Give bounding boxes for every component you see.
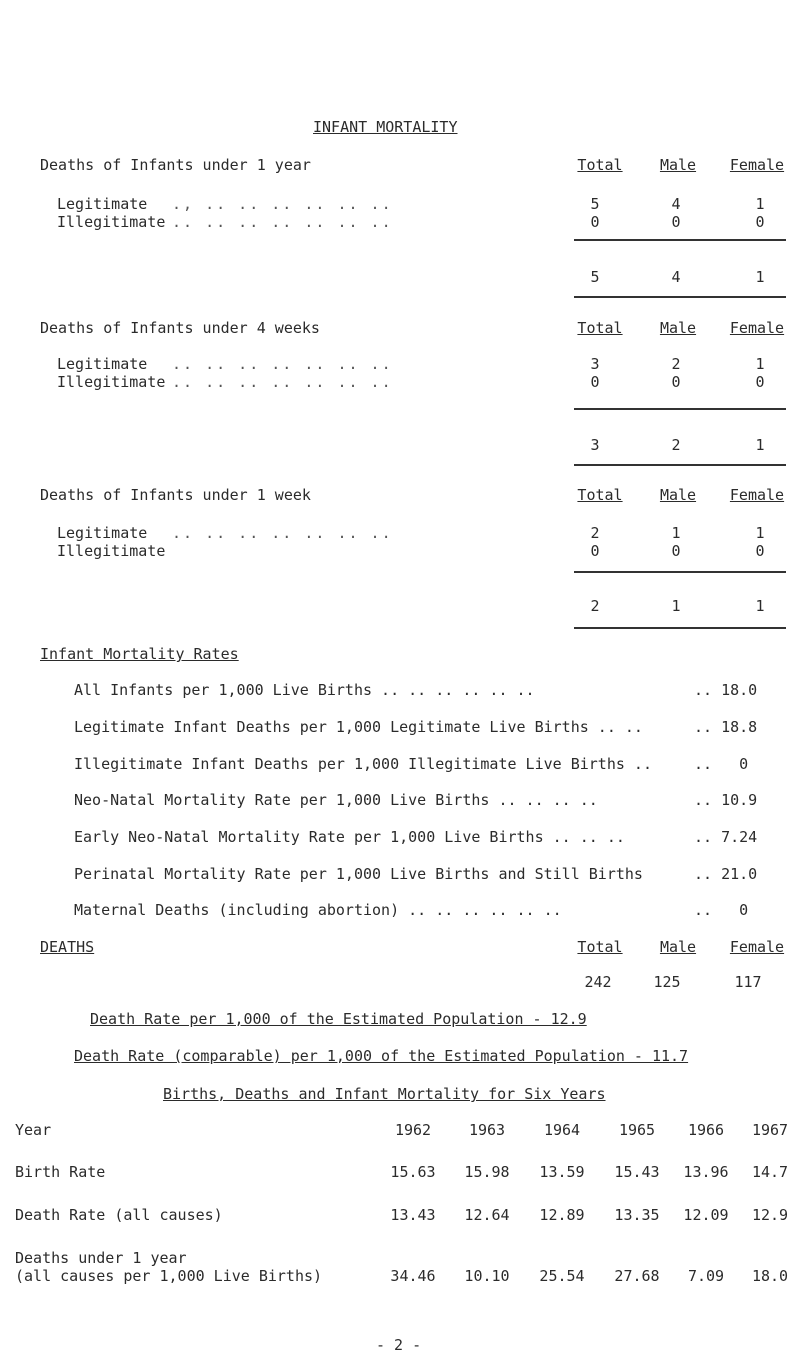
row-label: Illegitimate — [57, 542, 166, 560]
sum-total: 2 — [590, 597, 600, 615]
section-heading-1-week: Deaths of Infants under 1 week — [40, 486, 311, 504]
cell-female: 1 — [755, 524, 765, 542]
page-number: - 2 - — [376, 1336, 422, 1354]
sum-male: 4 — [671, 268, 681, 286]
leader-dots: .. .. .. .. .. .. .. — [172, 524, 393, 542]
section-heading-1-year: Deaths of Infants under 1 year — [40, 156, 311, 174]
cell-total: 0 — [590, 542, 600, 560]
rate-value: .. 10.9 — [694, 791, 758, 809]
six-years-cell: 13.35 — [614, 1206, 660, 1224]
rate-label: Illegitimate Infant Deaths per 1,000 Illegitimate Live Births .. — [74, 755, 652, 773]
col-male: Male — [659, 156, 697, 174]
six-years-cell: 10.10 — [464, 1267, 510, 1285]
rate-value: .. 18.0 — [694, 681, 758, 699]
col-female: Female — [729, 319, 785, 337]
cell-male: 0 — [671, 542, 681, 560]
six-years-row-label-2: (all causes per 1,000 Live Births) — [15, 1267, 323, 1285]
cell-female: 1 — [755, 355, 765, 373]
rate-value: .. 7.24 — [694, 828, 758, 846]
year-header: 1966 — [687, 1121, 725, 1139]
cell-female: 0 — [755, 373, 765, 391]
col-male: Male — [659, 319, 697, 337]
section-heading-4-weeks: Deaths of Infants under 4 weeks — [40, 319, 320, 337]
deaths-male: 125 — [653, 973, 681, 991]
sum-total: 3 — [590, 436, 600, 454]
six-years-cell: 13.96 — [683, 1163, 729, 1181]
deaths-total: 242 — [584, 973, 612, 991]
cell-male: 2 — [671, 355, 681, 373]
col-female: Female — [729, 938, 785, 956]
cell-female: 0 — [755, 213, 765, 231]
row-label: Legitimate — [57, 524, 148, 542]
death-rate-comparable-line: Death Rate (comparable) per 1,000 of the Estimated Population - 11.7 — [74, 1047, 689, 1065]
year-label: Year — [15, 1121, 52, 1139]
cell-female: 1 — [755, 195, 765, 213]
rate-label: All Infants per 1,000 Live Births .. .. .. .. .. .. — [74, 681, 535, 699]
year-header: 1962 — [394, 1121, 432, 1139]
six-years-cell: 12.64 — [464, 1206, 510, 1224]
divider — [574, 627, 786, 629]
six-years-cell: 18.0 — [751, 1267, 789, 1285]
six-years-cell: 25.54 — [539, 1267, 585, 1285]
cell-total: 2 — [590, 524, 600, 542]
divider — [574, 464, 786, 466]
rate-label: Maternal Deaths (including abortion) .. .. .. .. .. .. — [74, 901, 562, 919]
leader-dots: .. .. .. .. .. .. .. — [172, 373, 393, 391]
col-total: Total — [577, 156, 623, 174]
six-years-cell: 34.46 — [390, 1267, 436, 1285]
col-female: Female — [729, 156, 785, 174]
leader-dots: .. .. .. .. .. .. .. — [172, 213, 393, 231]
cell-male: 0 — [671, 373, 681, 391]
six-years-cell: 15.98 — [464, 1163, 510, 1181]
divider — [574, 571, 786, 573]
row-label: Legitimate — [57, 355, 148, 373]
divider — [574, 296, 786, 298]
leader-dots: ., .. .. .. .. .. .. — [172, 195, 393, 213]
divider — [574, 239, 786, 241]
col-female: Female — [729, 486, 785, 504]
sum-female: 1 — [755, 597, 765, 615]
six-years-cell: 12.09 — [683, 1206, 729, 1224]
sum-male: 1 — [671, 597, 681, 615]
death-rate-line: Death Rate per 1,000 of the Estimated Population - 12.9 — [90, 1010, 587, 1028]
col-total: Total — [577, 938, 623, 956]
cell-total: 0 — [590, 373, 600, 391]
col-male: Male — [659, 486, 697, 504]
cell-total: 3 — [590, 355, 600, 373]
rate-label: Neo-Natal Mortality Rate per 1,000 Live Births .. .. .. .. — [74, 791, 598, 809]
cell-female: 0 — [755, 542, 765, 560]
sum-total: 5 — [590, 268, 600, 286]
rate-label: Early Neo-Natal Mortality Rate per 1,000 Live Births .. .. .. — [74, 828, 625, 846]
cell-male: 1 — [671, 524, 681, 542]
row-label: Legitimate — [57, 195, 148, 213]
year-header: 1965 — [618, 1121, 656, 1139]
year-header: 1964 — [543, 1121, 581, 1139]
rate-label: Legitimate Infant Deaths per 1,000 Legitimate Live Births .. .. — [74, 718, 643, 736]
sum-female: 1 — [755, 436, 765, 454]
rate-value: .. 0 — [694, 755, 749, 773]
col-total: Total — [577, 486, 623, 504]
rate-value: .. 0 — [694, 901, 749, 919]
rate-value: .. 18.8 — [694, 718, 758, 736]
row-label: Illegitimate — [57, 373, 166, 391]
six-years-heading: Births, Deaths and Infant Mortality for Six Years — [163, 1085, 606, 1103]
six-years-cell: 13.59 — [539, 1163, 585, 1181]
divider — [574, 408, 786, 410]
six-years-row-label: Deaths under 1 year — [15, 1249, 187, 1267]
six-years-cell: 12.89 — [539, 1206, 585, 1224]
row-label: Illegitimate — [57, 213, 166, 231]
six-years-cell: 7.09 — [687, 1267, 725, 1285]
col-total: Total — [577, 319, 623, 337]
sum-female: 1 — [755, 268, 765, 286]
deaths-female: 117 — [734, 973, 762, 991]
six-years-row-label: Death Rate (all causes) — [15, 1206, 223, 1224]
six-years-cell: 27.68 — [614, 1267, 660, 1285]
cell-male: 0 — [671, 213, 681, 231]
six-years-cell: 13.43 — [390, 1206, 436, 1224]
sum-male: 2 — [671, 436, 681, 454]
rates-heading: Infant Mortality Rates — [40, 645, 239, 663]
six-years-cell: 15.63 — [390, 1163, 436, 1181]
six-years-cell: 15.43 — [614, 1163, 660, 1181]
rate-value: .. 21.0 — [694, 865, 758, 883]
deaths-heading: DEATHS — [40, 938, 95, 956]
cell-total: 5 — [590, 195, 600, 213]
six-years-cell: 14.7 — [751, 1163, 789, 1181]
six-years-row-label: Birth Rate — [15, 1163, 106, 1181]
leader-dots: .. .. .. .. .. .. .. — [172, 355, 393, 373]
rate-label: Perinatal Mortality Rate per 1,000 Live Births and Still Births — [74, 865, 643, 883]
col-male: Male — [659, 938, 697, 956]
page-title: INFANT MORTALITY — [313, 118, 458, 136]
six-years-cell: 12.9 — [751, 1206, 789, 1224]
cell-male: 4 — [671, 195, 681, 213]
year-header: 1963 — [468, 1121, 506, 1139]
cell-total: 0 — [590, 213, 600, 231]
year-header: 1967 — [751, 1121, 789, 1139]
